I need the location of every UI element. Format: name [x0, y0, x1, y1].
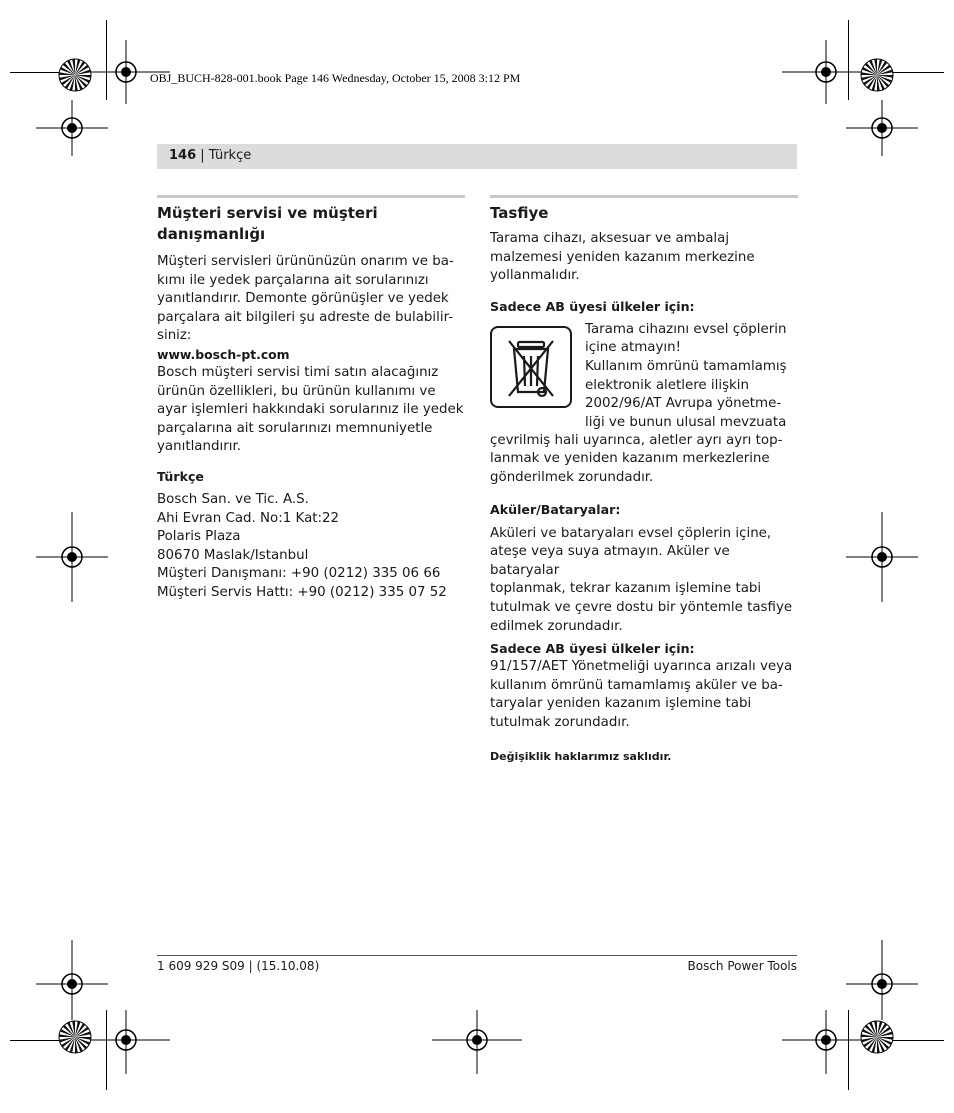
address-line: Müşteri Danışmanı: +90 (0212) 335 06 66 [157, 566, 441, 582]
text-line: yollanmalıdır. [490, 268, 580, 284]
text-line: ayar işlemleri hakkındaki sorularınız ile yedek [157, 402, 464, 418]
directive-paragraph [490, 658, 798, 732]
battery-heading: Aküler/Bataryalar: [490, 501, 621, 517]
eu-heading: Sadece AB üyesi ülkeler için: [490, 641, 695, 657]
weee-continuation [490, 432, 798, 488]
text-line: Kullanım ömrünü tamamlamış [585, 358, 787, 374]
registration-mark-icon [82, 1010, 170, 1074]
registration-mark-icon [782, 40, 870, 104]
weee-text [585, 321, 800, 433]
text-line: parçalarına ait sorularınızı memnuniyetle [157, 420, 433, 436]
text-line: edilmek zorundadır. [490, 618, 623, 634]
text-line: Bosch müşteri servisi timi satın alacağınız [157, 364, 439, 380]
star-target-icon [860, 1020, 894, 1054]
page-number: 146 [169, 148, 197, 163]
footer-doc-number: 1 609 929 S09 | (15.10.08) [157, 959, 320, 973]
registration-mark-icon [846, 100, 918, 156]
text-line: ürünün özellikleri, bu ürünün kullanımı ve [157, 383, 436, 399]
text-line: gönderilmek zorundadır. [490, 469, 654, 485]
text-line: 2002/96/AT Avrupa yönetme- [585, 396, 782, 412]
text-line: malzemesi yeniden kazanım merkezine [490, 249, 755, 265]
text-line: kımı ile yedek parçalarına ait sorularınızı [157, 272, 429, 288]
text-line: parçalara ait bilgileri şu adreste de bulabilir- [157, 309, 454, 325]
text-line: elektronik aletlere ilişkin [585, 377, 750, 393]
text-line: yanıtlandırır. [157, 439, 241, 455]
disposal-title: Tasfiye [490, 204, 549, 222]
header-separator: | [196, 148, 209, 163]
registration-mark-icon [432, 1010, 522, 1074]
title-line: Müşteri servisi ve müşteri [157, 204, 378, 222]
text-line: 91/157/AET Yönetmeliği uyarınca arızalı veya [490, 659, 793, 675]
eu-heading: Sadece AB üyesi ülkeler için: [490, 298, 695, 314]
registration-mark-icon [782, 1010, 870, 1074]
text-line: Aküleri ve bataryaları evsel çöplerin içine, [490, 525, 772, 541]
rights-reserved-note: Değişiklik haklarımız saklıdır. [490, 749, 672, 763]
customer-service-title [157, 203, 465, 245]
star-target-icon [58, 1020, 92, 1054]
registration-mark-icon [846, 512, 918, 602]
footer-rule [157, 955, 797, 956]
registration-mark-icon [36, 940, 108, 1020]
text-line: içine atmayın! [585, 340, 681, 356]
page-header [169, 148, 251, 163]
text-line: siniz: [157, 328, 192, 344]
text-line: Müşteri servisleri ürününüzün onarım ve ba- [157, 254, 454, 269]
footer-brand: Bosch Power Tools [687, 959, 797, 973]
star-target-icon [58, 58, 92, 92]
left-column [157, 195, 465, 603]
address-line: Polaris Plaza [157, 529, 241, 545]
text-line: lanmak ve yeniden kazanım merkezlerine [490, 451, 770, 467]
text-line: Tarama cihazı, aksesuar ve ambalaj [490, 231, 730, 246]
header-language: Türkçe [208, 148, 252, 163]
address-line: Bosch San. ve Tic. A.S. [157, 491, 309, 507]
print-slug-line: OBJ_BUCH-828-001.book Page 146 Wednesday, October 15, 2008 3:12 PM [150, 71, 521, 85]
battery-paragraph [490, 525, 798, 637]
title-line: danışmanlığı [157, 225, 266, 243]
weee-block [490, 321, 798, 432]
text-line: tutulmak ve çevre dostu bir yöntemle tasfiye [490, 599, 793, 615]
address-line: Ahi Evran Cad. No:1 Kat:22 [157, 510, 340, 526]
address-line: Müşteri Servis Hattı: +90 (0212) 335 07 52 [157, 584, 447, 600]
page-header-bar [157, 144, 797, 169]
address-block [157, 491, 465, 603]
text-line: taryalar yeniden kazanım işlemine tabi [490, 696, 752, 712]
address-line: 80670 Maslak/Istanbul [157, 547, 309, 563]
text-line: ateşe veya suya atmayın. Aküler ve bataryalar [490, 544, 730, 578]
registration-mark-icon [36, 512, 108, 602]
registration-mark-icon [846, 940, 918, 1020]
country-heading: Türkçe [157, 468, 204, 484]
star-target-icon [860, 58, 894, 92]
crossed-out-wheelie-bin-icon [490, 326, 572, 408]
disposal-intro [490, 230, 798, 286]
registration-mark-icon [82, 40, 170, 104]
website-url[interactable]: www.bosch-pt.com [157, 346, 290, 362]
text-line: Tarama cihazını evsel çöplerin [585, 321, 787, 337]
text-line: çevrilmiş hali uyarınca, aletler ayrı ayrı top- [490, 432, 783, 448]
right-column [490, 195, 798, 763]
registration-mark-icon [36, 100, 108, 156]
service-paragraph [157, 364, 465, 457]
text-line: liği ve bunun ulusal mevzuata [585, 414, 787, 430]
customer-service-intro [157, 253, 465, 346]
text-line: yanıtlandırır. Demonte görünüşler ve yedek [157, 291, 449, 307]
text-line: toplanmak, tekrar kazanım işlemine tabi [490, 581, 762, 597]
text-line: tutulmak zorundadır. [490, 714, 630, 730]
text-line: kullanım ömrünü tamamlamış aküler ve ba- [490, 677, 783, 693]
